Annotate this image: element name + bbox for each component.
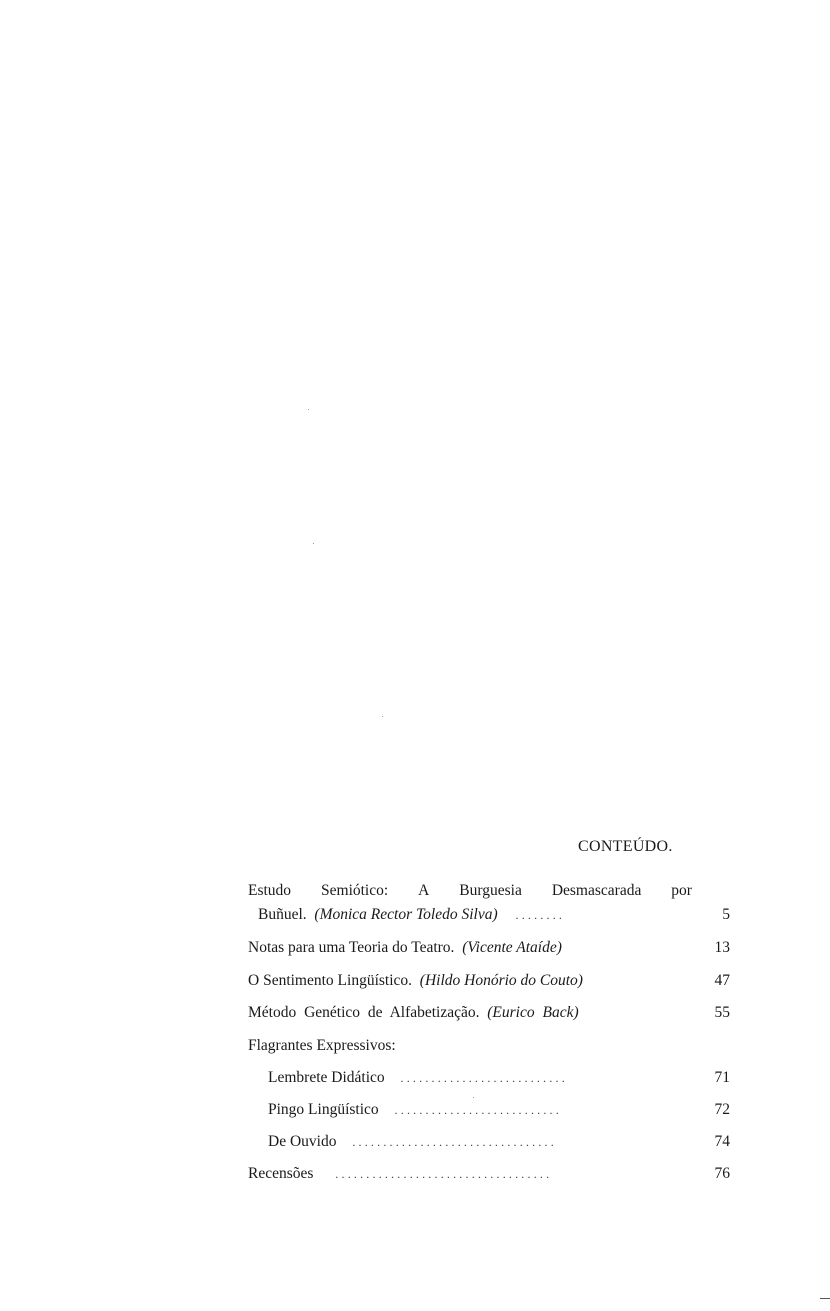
toc-entry-title: Flagrantes Expressivos: [248, 1037, 396, 1054]
scan-speck [382, 716, 383, 717]
dot-leader: ................................... [335, 1167, 553, 1181]
toc-entry-2 [248, 939, 730, 957]
toc-entry-title: Pingo Lingüístico [268, 1101, 379, 1118]
scan-speck [313, 543, 314, 544]
toc-entry-title: Método Genético de Alfabetização. [248, 1004, 480, 1021]
toc-subentry-2 [268, 1101, 730, 1119]
dot-leader: ........................... [394, 1103, 562, 1117]
toc-entry-title: Lembrete Didático [268, 1069, 385, 1086]
toc-entry-title-justified [248, 882, 692, 900]
toc-subentry-3 [268, 1133, 730, 1151]
toc-entry-author: (Hildo Honório do Couto) [419, 972, 583, 989]
title-word: por [671, 882, 692, 899]
title-word: Estudo [248, 882, 292, 899]
toc-entry-1-line-1 [248, 882, 730, 900]
title-word: Burguesia [459, 882, 522, 899]
toc-entry-3 [248, 972, 730, 990]
toc-page-number: 76 [714, 1165, 730, 1182]
toc-page-number: 72 [714, 1101, 730, 1118]
toc-entry-4 [248, 1004, 730, 1022]
toc-entry-author: (Eurico Back) [487, 1004, 579, 1021]
toc-page-number: 71 [714, 1069, 730, 1086]
scan-edge-mark [820, 1298, 830, 1299]
dot-leader: ........................... [400, 1071, 568, 1085]
toc-section-heading [248, 1037, 730, 1055]
toc-entry-9 [248, 1165, 730, 1183]
toc-page-number: 5 [722, 906, 730, 923]
scan-speck [308, 409, 309, 410]
toc-entry-title: Notas para uma Teoria do Teatro. [248, 939, 455, 956]
toc-page-number: 47 [714, 972, 730, 989]
title-word: A [418, 882, 430, 899]
toc-page-number: 55 [714, 1004, 730, 1021]
toc-heading: CONTEÚDO. [578, 838, 673, 855]
toc-entry-author: (Monica Rector Toledo Silva) [314, 906, 498, 923]
toc-entry-1-line-2 [258, 906, 730, 924]
toc-page-number: 13 [714, 939, 730, 956]
toc-page-number: 74 [714, 1133, 730, 1150]
toc-entry-title: Recensões [248, 1165, 314, 1182]
toc-entry-author: (Vicente Ataíde) [462, 939, 562, 956]
toc-entry-title: De Ouvido [268, 1133, 337, 1150]
toc-entry-title: Buñuel. [258, 906, 307, 923]
scan-speck [473, 1097, 474, 1098]
toc-entry-title: O Sentimento Lingüístico. [248, 972, 413, 989]
dot-leader: ................................. [352, 1135, 557, 1149]
title-word: Semiótico: [321, 882, 389, 899]
dot-leader: ........ [515, 908, 566, 922]
toc-subentry-1 [268, 1069, 730, 1087]
title-word: Desmascarada [551, 882, 642, 899]
